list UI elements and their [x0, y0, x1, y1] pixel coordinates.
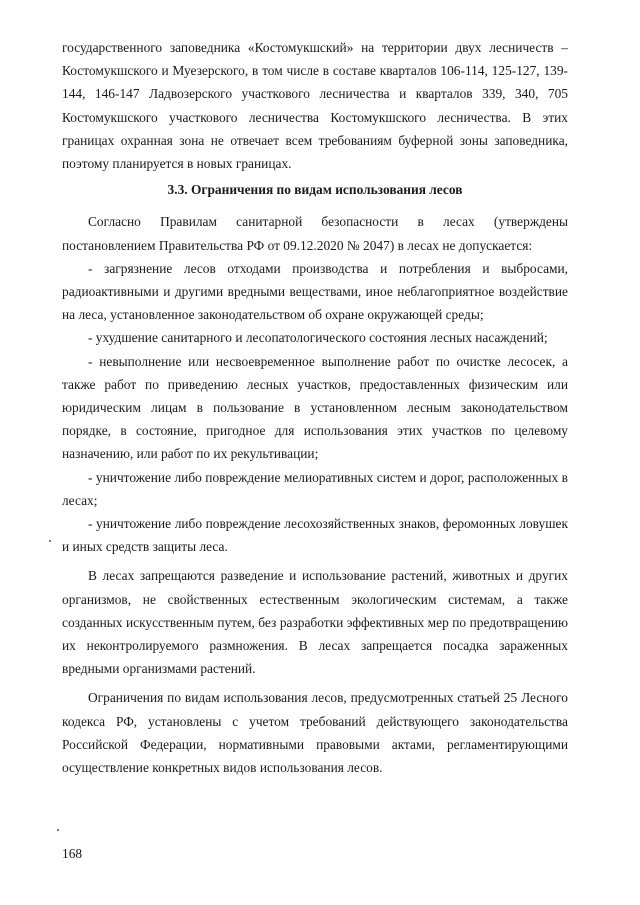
scan-speck	[49, 540, 51, 542]
page-body	[62, 36, 568, 779]
continued-paragraph: государственного заповедника «Костомукшский» на территории двух лесничеств – Костомукшского и Муезерского, в том числе в составе кварталов 106-114, 125-127, 139-144, 146-147 Ладвозерского участкового лесничества и кварталов 339, 340, 705 Костомукшского участкового лесничества Костомукшского лесничества. В этих границах охранная зона не отвечает всем требованиям буферной зоны заповедника, поэтому планируется в новых границах.	[62, 40, 568, 172]
list-item: - уничтожение либо повреждение мелиоративных систем и дорог, расположенных в лесах;	[62, 469, 568, 508]
species-paragraph: В лесах запрещаются разведение и использование растений, животных и других организмов, не свойственных естественным экологическим системам, а также созданных искусственным путем, без разработки эффективных мер по предотвращению их неконтролируемого размножения. В лесах запрещается посадка зараженных вредными организмами растений.	[62, 568, 568, 677]
page-number: 168	[62, 846, 83, 861]
intro-paragraph: Согласно Правилам санитарной безопасности в лесах (утверждены постановлением Правительства РФ от 09.12.2020 № 2047) в лесах не допускается:	[62, 214, 568, 253]
restrictions-paragraph: Ограничения по видам использования лесов, предусмотренных статьей 25 Лесного кодекса РФ, установлены с учетом требований действующего законодательства Российской Федерации, нормативными правовыми актами, регламентирующими осуществление конкретных видов использования лесов.	[62, 690, 568, 776]
list-item: - ухудшение санитарного и лесопатологического состояния лесных насаждений;	[88, 330, 548, 346]
list-item: - невыполнение или несвоевременное выполнение работ по очистке лесосек, а также работ по приведению лесных участков, предоставленных физическим или юридическим лицам в пользование в установленном лесным законодательством порядке, в состояние, пригодное для использования этих участков по целевому назначению, или работ по их рекультивации;	[62, 353, 568, 462]
list-item: - загрязнение лесов отходами производства и потребления и выбросами, радиоактивными и другими вредными веществами, иное неблагоприятное воздействие на леса, установленное законодательством об охране окружающей среды;	[62, 260, 568, 323]
list-item: - уничтожение либо повреждение лесохозяйственных знаков, феромонных ловушек и иных средств защиты леса.	[62, 516, 568, 555]
scan-speck	[57, 829, 59, 831]
section-heading: 3.3. Ограничения по видам использования лесов	[167, 182, 463, 198]
